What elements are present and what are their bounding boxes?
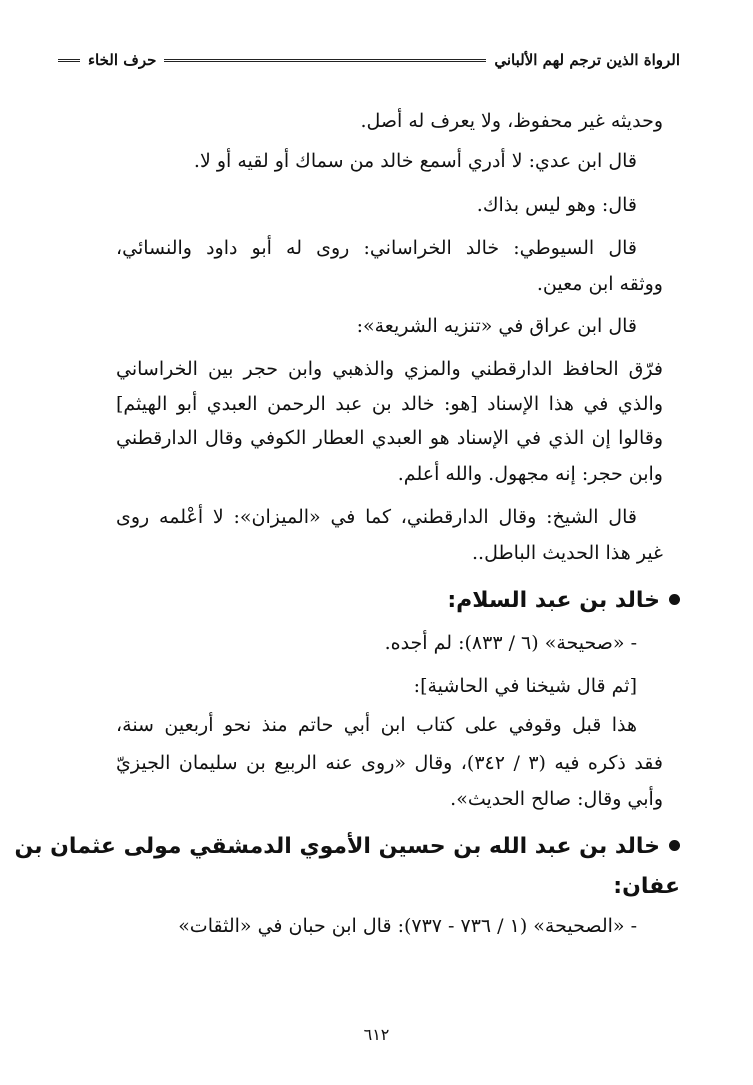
text-line: قال الشيخ: وقال الدارقطني، كما في «الميزان»: لا أعْلمه روى [116, 506, 637, 528]
running-header [58, 47, 680, 73]
text-line: فقد ذكره فيه (٣ / ٣٤٢)، وقال «روى عنه الربيع بن سليمان الجيزيّ [116, 752, 663, 774]
text-line: هذا قبل وقوفي على كتاب ابن أبي حاتم منذ نحو أربعين سنة، [116, 714, 637, 736]
text-line: وابن حجر: إنه مجهول. والله أعلم. [397, 463, 663, 485]
text-line: قال السيوطي: خالد الخراساني: روى له أبو داود والنسائي، [116, 237, 637, 259]
entry-heading [14, 834, 680, 860]
text-line: قال: وهو ليس بذاك. [476, 194, 637, 216]
text-line: غير هذا الحديث الباطل.. [472, 542, 663, 564]
text-line: وقالوا إن الذي في الإسناد هو العبدي العطار الكوفي وقال الدارقطني [116, 427, 663, 449]
entry-heading-continuation: عفان: [613, 874, 680, 899]
entry-heading-text: خالد بن عبد السلام: [447, 588, 660, 613]
text-line: [ثم قال شيخنا في الحاشية]: [413, 675, 637, 697]
text-line: - «الصحيحة» (١ / ٧٣٦ - ٧٣٧): قال ابن حبان في «الثقات» [178, 915, 637, 937]
text-line: قال ابن عراق في «تنزيه الشريعة»: [356, 315, 637, 337]
header-rule [164, 59, 486, 62]
entry-heading [70, 588, 680, 614]
text-line: قال ابن عدي: لا أدري أسمع خالد من سماك أو لقيه أو لا. [193, 150, 637, 172]
page-number: ٦١٢ [363, 1025, 390, 1044]
text-line: فرّق الحافظ الدارقطني والمزي والذهبي وابن حجر بين الخراساني [116, 358, 663, 380]
entry-heading-text: خالد بن عبد الله بن حسين الأموي الدمشقي مولى عثمان بن [14, 834, 660, 859]
text-line: - «صحيحة» (٦ / ٨٣٣): لم أجده. [384, 632, 637, 654]
header-rule-end [58, 59, 80, 62]
text-line: وحديثه غير محفوظ، ولا يعرف له أصل. [360, 110, 663, 132]
header-title: الرواة الذين ترجم لهم الألباني [494, 50, 680, 69]
text-line: والذي في هذا الإسناد [هو: خالد بن عبد الرحمن العبدي أبو الهيثم] [116, 393, 663, 415]
text-line: وأبي وقال: صالح الحديث». [450, 788, 663, 810]
bullet-icon [669, 594, 680, 605]
header-section: حرف الخاء [88, 50, 157, 69]
bullet-icon [669, 840, 680, 851]
text-line: ووثقه ابن معين. [536, 273, 663, 295]
